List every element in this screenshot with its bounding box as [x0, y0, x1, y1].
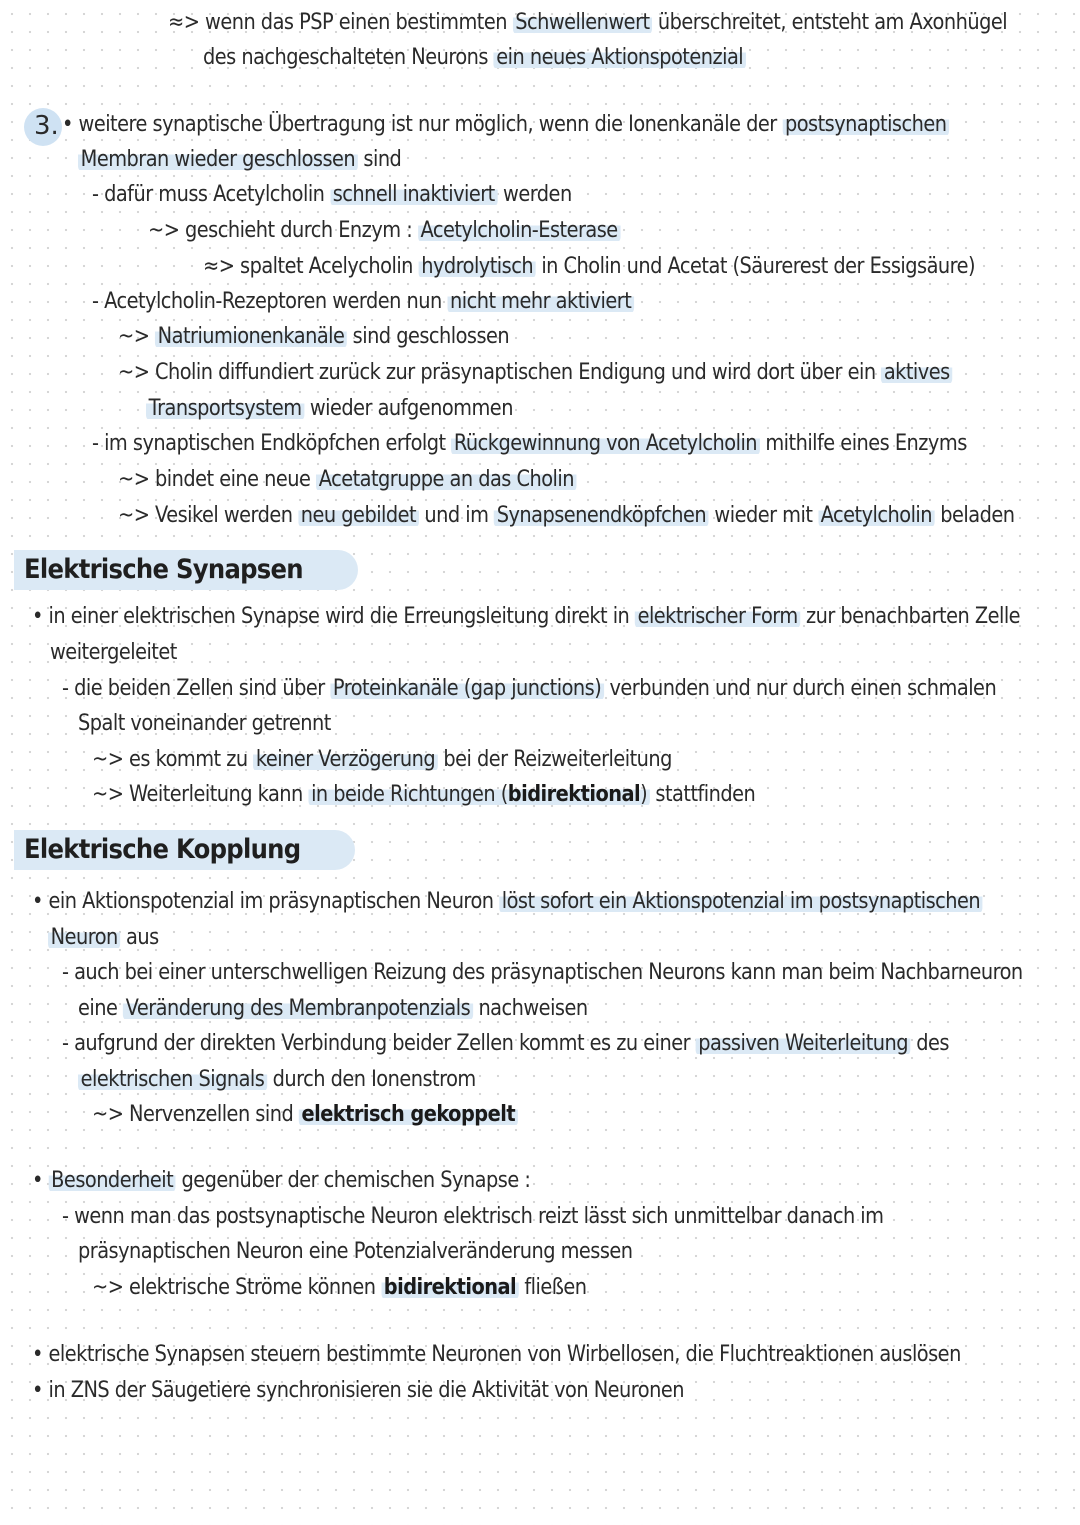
section-heading: Elektrische Kopplung: [14, 830, 355, 870]
text-line: ~> geschieht durch Enzym : Acetylcholin-Esterase: [148, 216, 620, 246]
text-line: - wenn man das postsynaptische Neuron elektrisch reizt lässt sich unmittelbar danach im: [62, 1204, 884, 1229]
text-line: des nachgeschalteten Neurons ein neues Aktionspotenzial: [203, 43, 746, 73]
text-line: • Besonderheit gegenüber der chemischen Synapse :: [32, 1168, 531, 1193]
text-line: Transportsystem wieder aufgenommen: [146, 394, 513, 424]
text-line: • weitere synaptische Übertragung ist nur möglich, wenn die Ionenkanäle der postsynaptischen: [62, 110, 949, 140]
text-line: ≈> spaltet Acelycholin hydrolytisch in Cholin und Acetat (Säurerest der Essigsäure): [203, 254, 976, 279]
text-line: - Acetylcholin-Rezeptoren werden nun nicht mehr aktiviert: [92, 287, 634, 317]
text-line: präsynaptischen Neuron eine Potenzialveränderung messen: [78, 1239, 633, 1264]
text-line: • elektrische Synapsen steuern bestimmte Neuronen von Wirbellosen, die Fluchtreaktionen auslösen: [32, 1342, 961, 1367]
text-line: ~> Weiterleitung kann in beide Richtungen (bidirektional) stattfinden: [92, 782, 756, 807]
text-line: • ein Aktionspotenzial im präsynaptischen Neuron löst sofort ein Aktionspotenzial im postsynaptischen: [32, 887, 983, 917]
text-line: ~> es kommt zu keiner Verzögerung bei der Reizweiterleitung: [92, 747, 672, 772]
text-line: ~> Nervenzellen sind elektrisch gekoppelt: [92, 1100, 518, 1130]
text-line: ~> Cholin diffundiert zurück zur präsynaptischen Endigung und wird dort über ein aktives: [118, 358, 952, 388]
text-line: Membran wieder geschlossen sind: [78, 145, 401, 175]
text-line: - dafür muss Acetylcholin schnell inaktiviert werden: [92, 182, 572, 207]
text-line: - die beiden Zellen sind über Proteinkanäle (gap junctions) verbunden und nur durch einen schmalen: [62, 676, 997, 701]
text-line: - aufgrund der direkten Verbindung beider Zellen kommt es zu einer passiven Weiterleitung des: [62, 1031, 949, 1056]
text-line: ~> Vesikel werden neu gebildet und im Synapsenendköpfchen wieder mit Acetylcholin beladen: [118, 503, 1015, 528]
text-line: Spalt voneinander getrennt: [78, 711, 331, 736]
text-line: eine Veränderung des Membranpotenzials nachweisen: [78, 996, 588, 1021]
text-line: - auch bei einer unterschwelligen Reizung des präsynaptischen Neurons kann man beim Nachbarneuron: [62, 960, 1023, 985]
text-line: • in einer elektrischen Synapse wird die Erreungsleitung direkt in elektrischer Form zur benachbarten Zelle: [32, 604, 1021, 629]
text-line: elektrischen Signals durch den Ionenstrom: [78, 1065, 476, 1095]
text-line: weitergeleitet: [50, 640, 177, 665]
text-line: ~> bindet eine neue Acetatgruppe an das Cholin: [118, 465, 577, 495]
text-line: ~> Natriumionenkanäle sind geschlossen: [118, 324, 510, 349]
text-line: ≈> wenn das PSP einen bestimmten Schwellenwert überschreitet, entsteht am Axonhügel: [168, 10, 1008, 35]
text-line: ~> elektrische Ströme können bidirektional fließen: [92, 1275, 587, 1300]
section-heading: Elektrische Synapsen: [14, 550, 358, 590]
text-line: Neuron aus: [48, 923, 159, 953]
text-line: - im synaptischen Endköpfchen erfolgt Rückgewinnung von Acetylcholin mithilfe eines Enzyms: [92, 431, 967, 456]
text-line: • in ZNS der Säugetiere synchronisieren sie die Aktivität von Neuronen: [32, 1378, 684, 1403]
list-number: 3.: [34, 111, 59, 141]
